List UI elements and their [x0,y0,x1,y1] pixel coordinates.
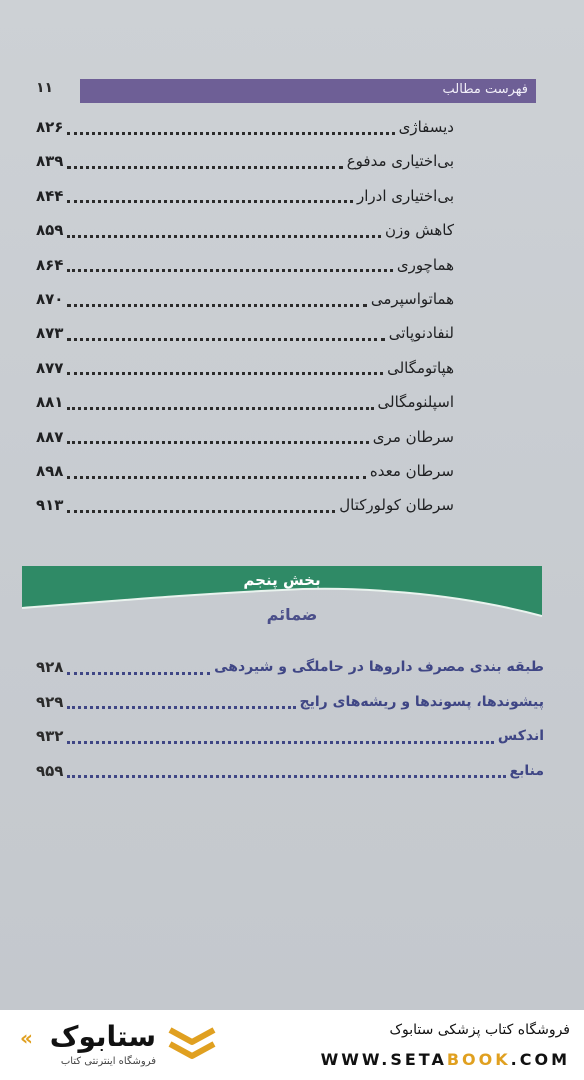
store-url-prefix: WWW.SETA [320,1050,447,1069]
entry-page-number: ۹۲۹ [36,692,64,711]
toc-row[interactable] [36,185,454,207]
entry-title: هماتواسپرمی [370,290,454,308]
setabook-logo-icon [168,1024,216,1066]
toc-row[interactable] [36,460,454,482]
store-url-suffix: .COM [510,1050,570,1069]
dot-leader [67,198,353,203]
toc-row[interactable] [36,219,454,241]
entry-page-number: ۸۷۷ [36,358,64,377]
entry-page-number: ۸۲۶ [36,118,64,136]
dot-leader [67,233,381,238]
entry-page-number: ۸۸۷ [36,427,64,446]
appendix-row[interactable] [36,691,544,713]
entry-page-number: ۸۸۱ [36,393,64,412]
entry-title: پیشوندها، پسوندها و ریشه‌های رایج [299,693,544,710]
dot-leader [67,439,368,444]
entry-page-number: ۹۵۹ [36,761,64,780]
entry-title: اندکس [497,728,544,744]
toc-row[interactable] [36,426,454,448]
entry-page-number: ۸۷۰ [36,290,64,308]
entry-page-number: ۹۱۳ [36,496,64,515]
entry-title: هپاتومگالی [387,358,454,377]
setabook-logo [22,1022,156,1068]
dot-leader [67,302,366,307]
toc-row[interactable] [36,150,454,172]
header-bar [80,79,536,103]
entry-title: سرطان کولورکتال [339,496,454,515]
dot-leader [67,474,365,479]
entry-title: طبقه بندی مصرف داروها در حاملگی و شیردهی [214,659,544,675]
dot-leader [67,739,493,744]
store-footer [0,1010,584,1080]
toc-row[interactable] [36,254,454,276]
toc-row[interactable] [36,357,454,379]
appendix-row[interactable] [36,760,544,782]
dot-leader [67,670,210,675]
toc-row[interactable] [36,116,454,138]
page-number: ۱۱ [36,80,54,96]
dot-leader [67,130,394,135]
toc-row[interactable] [36,322,454,344]
entry-page-number: ۸۷۳ [36,324,64,343]
dot-leader [67,508,335,513]
entry-page-number: ۸۵۹ [36,221,64,240]
dot-leader [67,405,373,410]
double-chevron-left-icon: « [20,1026,33,1050]
header-title: فهرست مطالب [442,82,528,97]
entry-page-number: ۸۳۹ [36,152,64,171]
dot-leader [67,704,295,709]
store-url[interactable] [321,1050,570,1069]
entry-title: سرطان مری [372,427,454,446]
dot-leader [67,336,384,341]
dot-leader [67,267,392,272]
entry-title: منابع [509,762,544,779]
entry-page-number: ۹۳۲ [36,727,64,745]
entry-page-number: ۹۲۸ [36,658,64,676]
entry-title: هماچوری [396,255,454,274]
logo-tagline: فروشگاه اینترنتی کتاب [60,1056,156,1067]
dot-leader [67,370,383,375]
store-url-book: BOOK [446,1050,511,1069]
entry-title: دیسفاژی [398,118,454,136]
entry-title: سرطان معده [369,462,454,480]
toc-row[interactable] [36,288,454,310]
entry-title: بی‌اختیاری مدفوع [346,152,454,171]
section-subtitle: ضمائم [266,605,318,624]
logo-word: ستابوک [49,1020,156,1053]
entry-title: بی‌اختیاری ادرار [357,186,454,205]
appendix-row[interactable] [36,725,544,747]
entry-page-number: ۸۴۴ [36,186,64,205]
entry-page-number: ۸۹۸ [36,462,64,480]
store-name: فروشگاه کتاب پزشکی ستابوک [389,1022,570,1038]
dot-leader [67,164,342,169]
toc-row[interactable] [36,494,454,516]
entry-title: اسپلنومگالی [377,393,454,412]
toc-row[interactable] [36,391,454,413]
section-title: بخش پنجم [243,571,321,589]
entry-page-number: ۸۶۴ [36,255,64,274]
entry-title: لنفادنوپاتی [388,324,454,343]
dot-leader [67,773,505,778]
entry-title: کاهش وزن [384,221,454,240]
appendix-row[interactable] [36,656,544,678]
